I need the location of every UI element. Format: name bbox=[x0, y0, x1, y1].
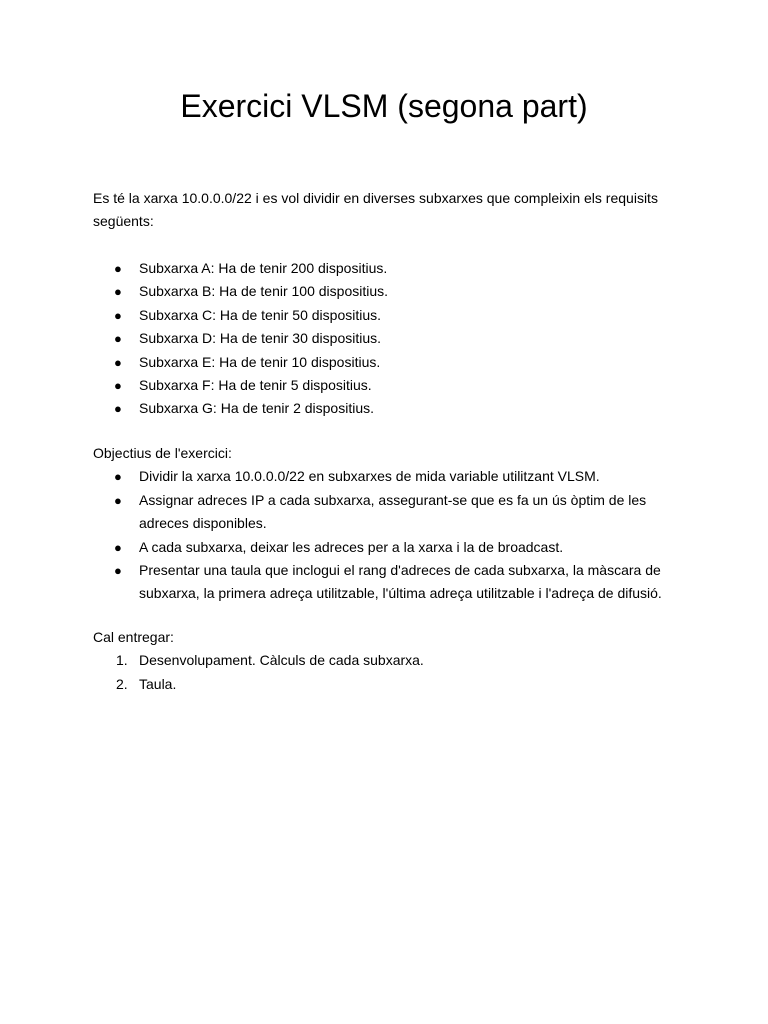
requirement-text: Subxarxa G: Ha de tenir 2 dispositius. bbox=[139, 400, 375, 417]
document-title: Exercici VLSM (segona part) bbox=[180, 88, 588, 124]
list-item bbox=[93, 673, 683, 696]
bullet-icon: ● bbox=[114, 261, 122, 276]
list-item bbox=[93, 465, 683, 488]
deliverables-list bbox=[93, 649, 683, 696]
deliverable-text: Taula. bbox=[139, 675, 177, 692]
requirement-text: Subxarxa D: Ha de tenir 30 dispositius. bbox=[139, 330, 382, 347]
objectives-heading: Objectius de l'exercici: bbox=[93, 445, 232, 461]
list-item bbox=[93, 649, 683, 672]
list-item bbox=[93, 327, 683, 350]
list-item bbox=[93, 536, 683, 559]
objectives-list bbox=[93, 465, 683, 605]
bullet-icon: ● bbox=[114, 401, 122, 417]
deliverables-section bbox=[93, 626, 683, 696]
list-item bbox=[93, 257, 683, 280]
deliverable-text: Desenvolupament. Càlculs de cada subxarxa. bbox=[139, 652, 424, 669]
bullet-icon: ● bbox=[114, 563, 122, 579]
intro-text: Es té la xarxa 10.0.0.0/22 i es vol dividir en diverses subxarxes que compleixin els requisits següents: bbox=[93, 190, 658, 230]
requirement-text: Subxarxa A: Ha de tenir 200 dispositius. bbox=[139, 260, 388, 276]
objective-text: Dividir la xarxa 10.0.0.0/22 en subxarxes de mida variable utilitzant VLSM. bbox=[139, 468, 600, 485]
list-item bbox=[93, 304, 683, 327]
requirement-text: Subxarxa C: Ha de tenir 50 dispositius. bbox=[139, 306, 382, 323]
requirement-text: Subxarxa F: Ha de tenir 5 dispositius. bbox=[139, 377, 372, 394]
bullet-icon: ● bbox=[114, 354, 122, 370]
bullet-icon: ● bbox=[114, 539, 122, 555]
bullet-icon: ● bbox=[114, 469, 122, 485]
objectives-section bbox=[93, 442, 683, 606]
list-item bbox=[93, 351, 683, 374]
list-item bbox=[93, 559, 683, 606]
list-item bbox=[93, 489, 683, 536]
intro-paragraph bbox=[93, 187, 683, 234]
requirement-text: Subxarxa E: Ha de tenir 10 dispositius. bbox=[139, 353, 381, 370]
list-item bbox=[93, 280, 683, 303]
list-number: 1. bbox=[116, 652, 128, 669]
bullet-icon: ● bbox=[114, 307, 122, 323]
bullet-icon: ● bbox=[114, 331, 122, 347]
list-item bbox=[93, 397, 683, 420]
deliverables-heading: Cal entregar: bbox=[93, 629, 174, 645]
list-number: 2. bbox=[116, 675, 128, 692]
objective-text: Assignar adreces IP a cada subxarxa, assegurant-se que es fa un ús òptim de les adreces disponibles. bbox=[139, 491, 647, 532]
list-item bbox=[93, 374, 683, 397]
requirement-text: Subxarxa B: Ha de tenir 100 dispositius. bbox=[139, 283, 389, 300]
requirements-list bbox=[93, 257, 683, 421]
bullet-icon: ● bbox=[114, 378, 122, 394]
bullet-icon: ● bbox=[114, 492, 122, 508]
objective-text: Presentar una taula que inclogui el rang d'adreces de cada subxarxa, la màscara de subxarxa, la primera adreça utilitzable, l'última adreça utilitzable i l'adreça de difusió. bbox=[139, 562, 662, 602]
bullet-icon: ● bbox=[114, 284, 122, 300]
objective-text: A cada subxarxa, deixar les adreces per a la xarxa i la de broadcast. bbox=[139, 538, 564, 555]
